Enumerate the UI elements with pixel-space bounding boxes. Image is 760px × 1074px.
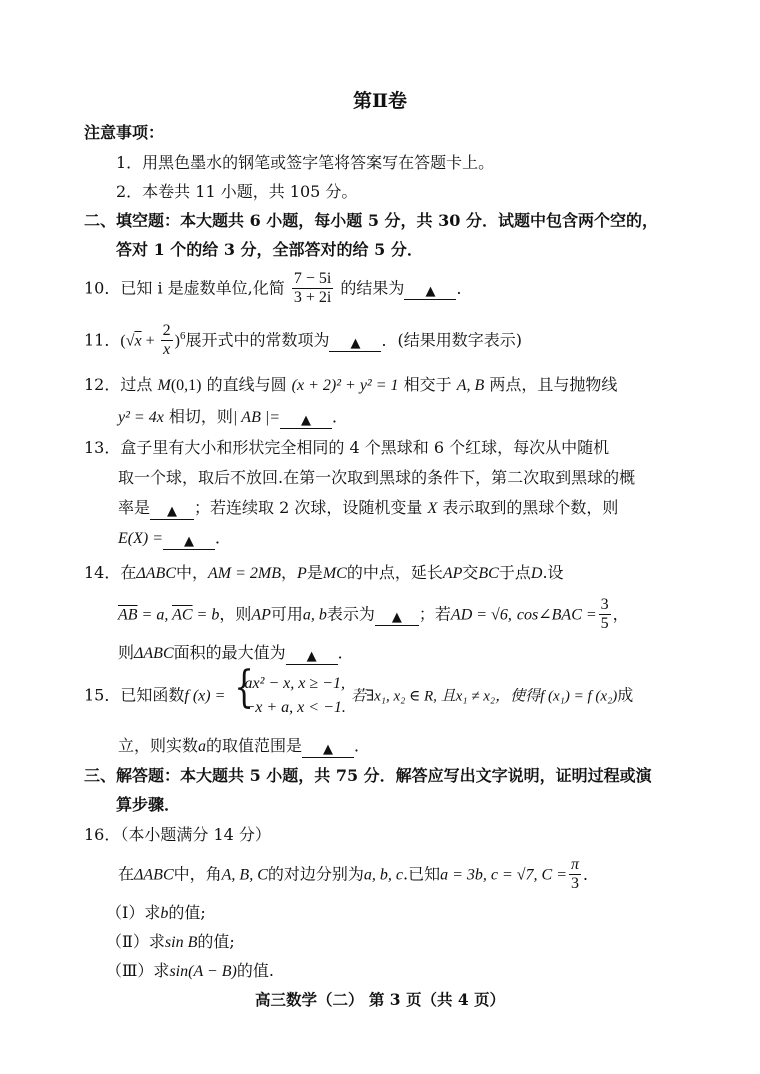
question-number: 12． [84,375,121,394]
q14-vAP: AP [251,606,271,624]
question-10 [84,270,472,308]
q12-AB: A, B [456,377,485,394]
q16-part-1 [106,900,206,923]
q13-text: 率是 [118,498,151,517]
q14-tri2: ΔABC [134,645,174,662]
question-12-line1 [84,372,617,395]
q16-frac-den: 3 [571,875,580,893]
q11-exp: 6 [179,330,186,343]
q14-text: .设 [542,563,564,582]
q14-text: 中， [176,563,209,582]
q12-text: 的直线与圆 [206,375,287,394]
question-13-line4 [118,525,231,550]
q14-text: 于点 [498,563,531,582]
q12-absAB: | AB |= [232,409,281,426]
q14-text: ， [612,604,629,624]
q12-M: M [157,377,171,394]
answer-blank[interactable]: ▲ [163,534,215,550]
q12-text: 过点 [120,375,153,394]
q14-text: 则 [118,643,135,662]
note-item-1: 1．用黑色墨水的钢笔或签字笔将答案写在答题卡上。 [116,153,495,172]
q11-x: x [134,332,142,350]
question-11 [84,322,522,360]
q16-text: 的对边分别为 [267,864,364,884]
q14-AM: AM = 2MB [208,565,282,582]
q14-frac-num: 3 [599,596,611,615]
q14-vecAB: $\overline{AB}$ [118,606,138,624]
q16-text: 中，角 [173,864,222,884]
q14-text: ；若 [418,604,451,624]
q14-P: P [297,565,307,582]
q14-text: 是 [306,563,323,582]
q14-cos: cos∠BAC = [516,606,597,624]
section3-line2: 算步骤． [116,795,181,814]
q16-text: 的值; [168,903,206,922]
q16-text: .已知 [402,864,441,884]
answer-blank[interactable]: ▲ [329,336,381,352]
question-13-line1 [84,435,609,458]
q14-AP: AP [442,565,463,582]
q10-post: 的结果为 [340,278,405,298]
note-item-2: 2．本卷共 11 小题，共 105 分。 [116,182,358,201]
q12-text: 两点，且与抛物线 [489,375,618,394]
q14-D: D [530,565,543,582]
answer-blank[interactable]: ▲ [375,610,419,626]
q15-text: 成 [617,685,634,705]
q14-text: 交 [462,563,479,582]
q14-ab: a, b [302,606,327,624]
q16-text: （Ⅱ）求 [106,932,165,951]
q11-post: 展开式中的常数项为 [185,330,330,350]
q14-BC: BC [478,565,499,582]
section2-line1: 二、填空题：本大题共 6 小题，每小题 5 分，共 30 分．试题中包含两个空的， [84,211,658,230]
question-16-head [84,822,271,845]
question-number: 16． [84,825,121,844]
q16-part-3 [106,958,274,981]
question-number: 15． [84,685,121,705]
answer-blank[interactable]: ▲ [150,504,194,520]
page-title: 第Ⅱ卷 [352,90,407,112]
q16-part-2 [106,929,235,952]
q14-text: ，则 [219,604,252,624]
q16-text: 的值; [197,932,235,951]
answer-blank[interactable]: ▲ [286,649,338,665]
q11-frac-num: 2 [161,322,173,341]
q16-head: （本小题满分 14 分） [120,825,271,844]
q10-end: ． [456,278,473,298]
q13-text: 表示取到的黑球个数，则 [442,498,619,517]
q10-frac-num: 7 − 5i [292,270,333,289]
q16-text: 的值. [236,961,274,980]
q14-text: 的中点，延长 [346,563,443,582]
question-13-line3 [118,495,618,520]
q13-X: X [427,500,438,517]
q13-text: ；若连续取 2 次球，设随机变量 [194,498,423,517]
q12-circle: (x + 2)² + y² = 1 [291,377,399,394]
brace-icon: { [234,662,255,713]
q16-sinB: sin B [164,934,198,951]
q14-text: 在 [120,563,137,582]
q14-MC: MC [322,565,347,582]
q14-eqb: = b [192,606,220,624]
q16-text: ． [583,864,600,884]
answer-blank[interactable]: ▲ [404,284,456,300]
q11-frac-den: x [163,341,171,359]
q10-fraction [292,270,333,308]
notes-heading: 注意事项： [84,123,165,142]
q12-text: 相交于 [403,375,452,394]
q11-fraction [161,322,173,360]
q15-piecewise [230,662,346,720]
q11-end: ．(结果用数字表示) [381,330,522,350]
q11-plus: + [141,332,159,350]
question-number: 10． [84,278,121,298]
q13-end: ． [215,528,232,547]
q15-text: 立，则实数 [118,736,199,755]
q12-text: 相切，则 [168,407,233,426]
q11-open: (√ [120,332,135,350]
q12-parabola: y² = 4x [118,409,164,426]
section3-line1: 三、解答题：本大题共 5 小题，共 75 分．解答应写出文字说明，证明过程或演 [84,766,652,785]
q16-sinAB: sin(A − B) [169,963,237,980]
question-number: 14． [84,563,121,582]
answer-blank[interactable]: ▲ [302,742,354,758]
answer-blank[interactable]: ▲ [280,413,332,429]
q12-end: ． [332,407,349,426]
question-number: 13． [84,438,121,457]
question-15-line2 [118,733,370,758]
q13-text: 盒子里有大小和形状完全相同的 4 个黑球和 6 个红球，每次从中随机 [120,438,610,457]
q16-text: （Ⅲ）求 [106,961,170,980]
q11-close: ) [174,332,180,350]
q14-text: ， [281,563,298,582]
q14-AD: AD = √6, [450,606,512,624]
q14-text: 可用 [270,604,303,624]
question-13-line2: 取一个球，取后不放回.在第一次取到黑球的条件下，第二次取到黑球的概 [118,468,636,487]
q16-text: （Ⅰ）求 [106,903,161,922]
q15-case1: ax² − x, x ≥ −1, [244,675,345,692]
q16-fraction [569,856,581,894]
question-14-line2 [118,596,629,634]
q15-end: ． [354,736,371,755]
q16-abc: a, b, c [363,866,403,884]
q14-fraction [599,596,611,634]
question-15-line1 [84,662,634,720]
q16-b: b [160,905,169,922]
q15-text: 已知函数 [120,685,185,705]
q16-tri: ΔABC [134,866,174,884]
q10-frac-den: 3 + 2i [293,289,332,307]
q12-pt: (0,1) [170,377,202,394]
page-footer: 高三数学（二） 第 3 页（共 4 页） [254,990,506,1009]
q10-text: 已知 i 是虚数单位,化简 [120,278,285,298]
question-16-stem [118,856,599,894]
question-12-line2 [118,404,348,429]
q16-frac-num: π [569,856,581,875]
q15-text: 的取值范围是 [206,736,303,755]
section2-line2: 答对 1 个的给 3 分，全部答对的给 5 分． [116,240,423,259]
question-14-line1 [84,560,564,583]
q15-mid: 若∃x₁, x₂ ∈ R, 且x₁ ≠ x₂，使得 [350,688,541,705]
q14-eqa: = a, [137,606,173,624]
q13-EX: E(X) = [118,530,163,547]
q16-ABC: A, B, C [221,866,268,884]
q14-text: 面积的最大值为 [173,643,286,662]
q15-case2: −x + a, x < −1. [244,699,346,716]
q14-text: 表示为 [326,604,375,624]
q14-end: ． [337,643,354,662]
question-number: 11． [84,330,121,350]
q15-a: a [198,738,207,755]
q14-tri: ΔABC [136,565,176,582]
q15-fx: f (x) = [184,687,226,705]
q14-vecAC: $\overline{AC}$ [172,606,193,624]
q16-text: 在 [118,864,135,884]
q16-cond: a = 3b, c = √7, C = [440,866,568,884]
q15-eq: f (x₁) = f (x₂) [540,688,618,705]
q14-frac-den: 5 [600,615,609,633]
